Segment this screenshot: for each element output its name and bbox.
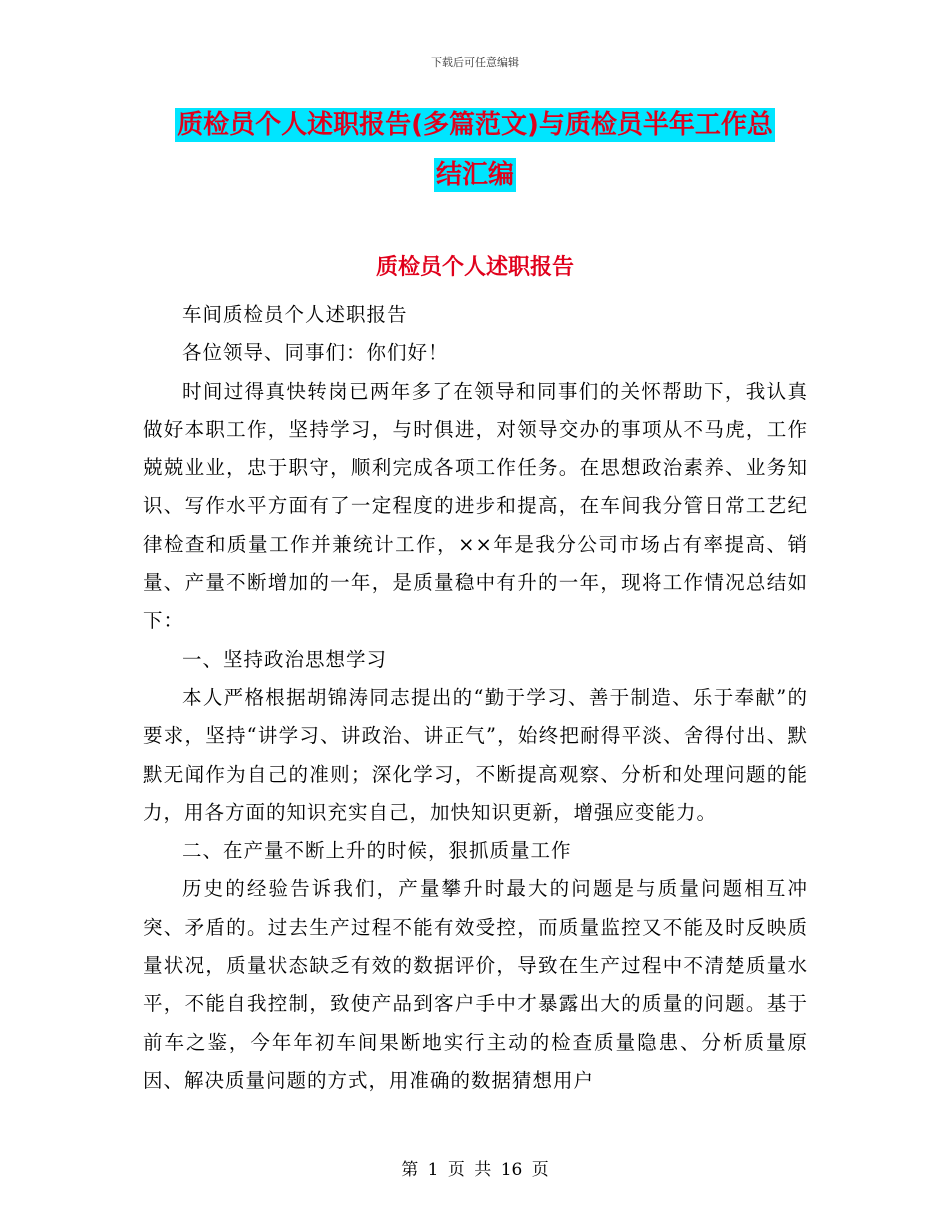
paragraph: 历史的经验告诉我们，产量攀升时最大的问题是与质量问题相互冲突、矛盾的。过去生产过程不能有效受控，而质量监控又不能及时反映质量状况，质量状态缺乏有效的数据评价，导致在生产过程中不清楚质量水平，不能自我控制，致使产品到客户手中才暴露出大的质量的问题。基于前车之鉴，今年年初车间果断地实行主动的检查质量隐患、分析质量原因、解决质量问题的方式，用准确的数据猜想用户 [143, 877, 808, 1092]
title-line-2: 结汇编 [435, 160, 514, 190]
section-title: 质检员个人述职报告 [375, 255, 574, 280]
paragraph: 车间质检员个人述职报告 [182, 303, 408, 326]
header-note: 下载后可任意编辑 [431, 56, 519, 69]
paragraph: 二、在产量不断上升的时候，狠抓质量工作 [182, 839, 572, 863]
paragraph: 一、坚持政治思想学习 [182, 647, 388, 671]
title-line-1: 质检员个人述职报告(多篇范文)与质检员半年工作总 [177, 110, 773, 140]
page-footer: 第 1 页 共 16 页 [401, 1160, 549, 1180]
paragraph: 各位领导、同事们：你们好！ [182, 341, 449, 365]
paragraph: 时间过得真快转岗已两年多了在领导和同事们的关怀帮助下，我认真做好本职工作，坚持学习，与时俱进，对领导交办的事项从不马虎，工作兢兢业业，忠于职守，顺利完成各项工作任务。在思想政治素养、业务知识、写作水平方面有了一定程度的进步和提高，在车间我分管日常工艺纪律检查和质量工作并兼统计工作，××年是我分公司市场占有率提高、销量、产量不断增加的一年，是质量稳中有升的一年，现将工作情况总结如下： [143, 379, 808, 633]
document-title [140, 108, 810, 208]
body-text [143, 296, 808, 1100]
paragraph: 本人严格根据胡锦涛同志提出的“勤于学习、善于制造、乐于奉献”的要求，坚持“讲学习、讲政治、讲正气”，始终把耐得平淡、舍得付出、默默无闻作为自己的准则；深化学习，不断提高观察、分析和处理问题的能力，用各方面的知识充实自己，加快知识更新，增强应变能力。 [143, 685, 808, 824]
